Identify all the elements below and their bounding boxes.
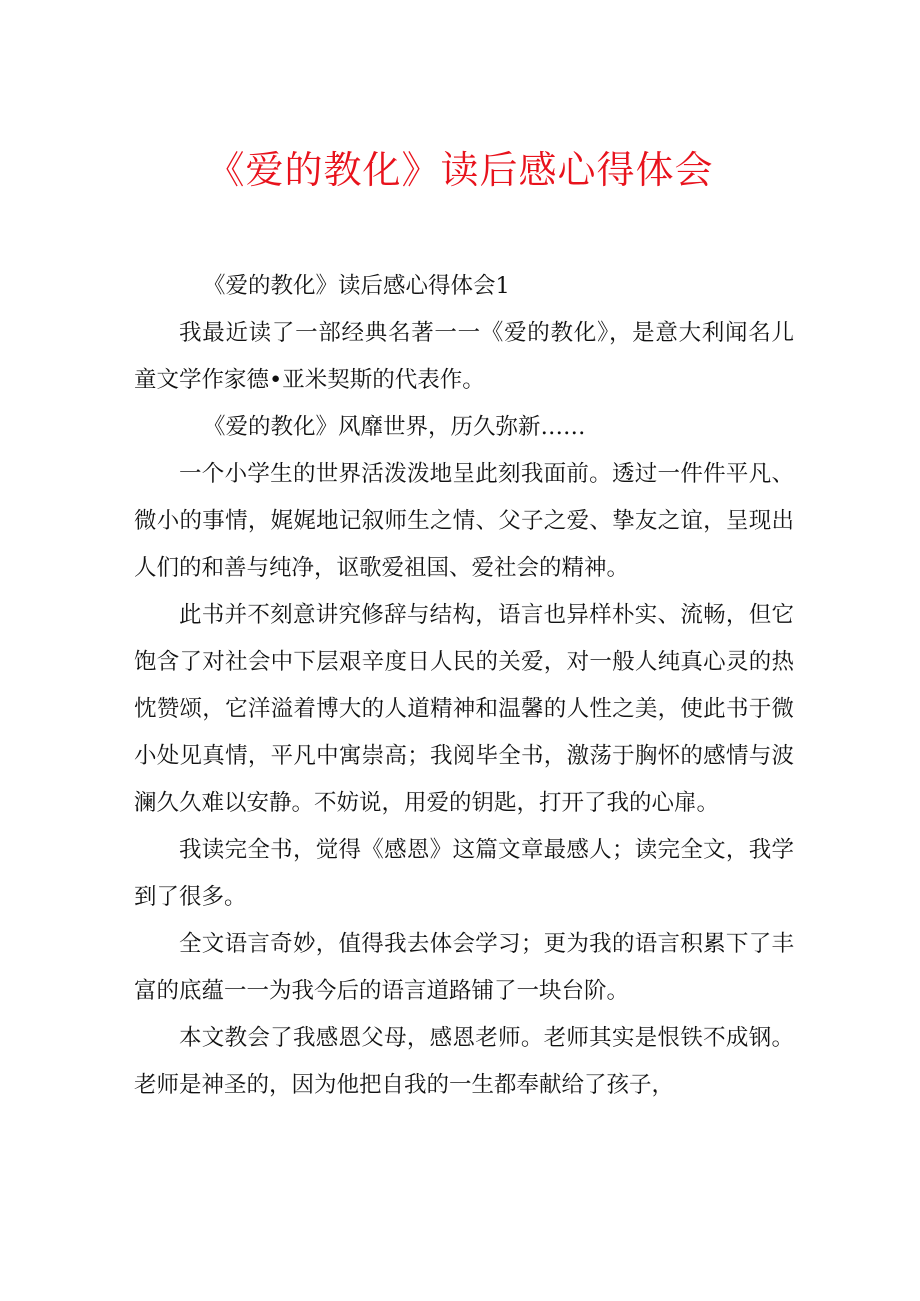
paragraph-3: 一个小学生的世界活泼泼地呈此刻我面前。透过一件件平凡、微小的事情，娓娓地记叙师生之情、父子之爱、挚友之谊，呈现出人们的和善与纯净，讴歌爱祖国、爱社会的精神。 <box>134 461 794 581</box>
paragraph-7: 本文教会了我感恩父母，感恩老师。老师其实是恨铁不成钢。老师是神圣的，因为他把自我的一生都奉献给了孩子， <box>134 1025 794 1098</box>
paragraph-6: 全文语言奇妙，值得我去体会学习；更为我的语言积累下了丰富的底蕴一一为我今后的语言道路铺了一块台阶。 <box>134 931 794 1004</box>
paragraph-2: 《爱的教化》风靡世界，历久弥新…… <box>203 414 586 440</box>
document-body <box>134 263 794 1109</box>
paragraph-4: 此书并不刻意讲究修辞与结构，语言也异样朴实、流畅，但它饱含了对社会中下层艰辛度日人民的关爱，对一般人纯真心灵的热忱赞颂，它洋溢着博大的人道精神和温馨的人性之美，使此书于微小处见真情，平凡中寓崇高；我阅毕全书，激荡于胸怀的感情与波澜久久难以安静。不妨说，用爱的钥匙，打开了我的心扉。 <box>134 602 794 816</box>
paragraph-1: 我最近读了一部经典名著一一《爱的教化》，是意大利闻名儿童文学作家德•亚米契斯的代表作。 <box>134 320 794 393</box>
section-heading: 《爱的教化》读后感心得体会1 <box>203 273 510 299</box>
paragraph-5: 我读完全书，觉得《感恩》这篇文章最感人；读完全文，我学到了很多。 <box>134 837 794 910</box>
document-title: 《爱的教化》读后感心得体会 <box>206 148 714 192</box>
